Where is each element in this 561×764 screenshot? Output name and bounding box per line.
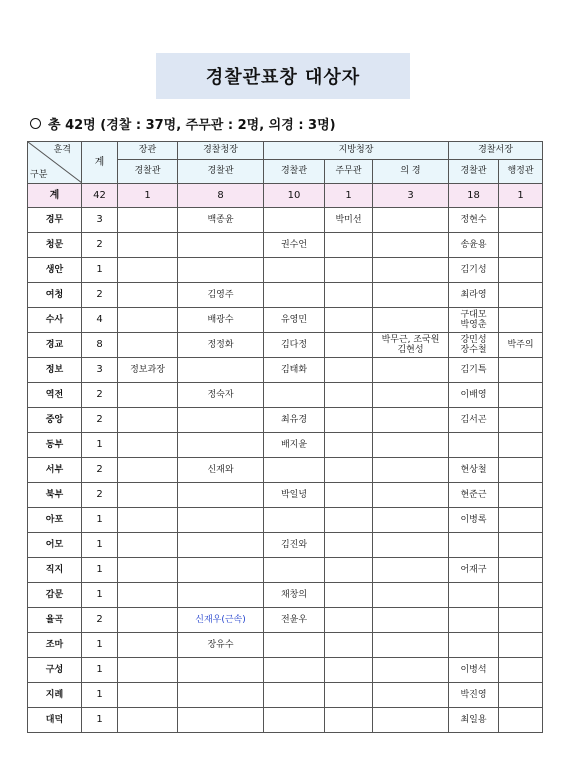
table-cell: 김서곤 <box>449 408 499 433</box>
total-value: 42 <box>82 184 118 208</box>
row-label: 감문 <box>28 583 82 608</box>
table-cell <box>178 708 264 733</box>
table-cell: 채창의 <box>264 583 325 608</box>
header-subcol: 경찰관 <box>118 160 178 184</box>
row-count: 1 <box>82 708 118 733</box>
row-label: 중앙 <box>28 408 82 433</box>
table-cell <box>499 608 543 633</box>
header-group-regional: 지방청장 <box>264 142 449 160</box>
table-cell <box>449 533 499 558</box>
table-cell <box>118 283 178 308</box>
title-box <box>156 53 410 99</box>
corner-label-award: 훈격 <box>53 145 71 155</box>
table-cell: 현상철 <box>449 458 499 483</box>
table-cell <box>118 258 178 283</box>
table-cell <box>118 633 178 658</box>
row-count: 1 <box>82 433 118 458</box>
table-cell <box>449 608 499 633</box>
table-cell <box>178 508 264 533</box>
row-label: 지례 <box>28 683 82 708</box>
table-cell <box>118 408 178 433</box>
table-cell <box>373 208 449 233</box>
row-count: 2 <box>82 608 118 633</box>
row-count: 1 <box>82 508 118 533</box>
table-cell: 배광수 <box>178 308 264 333</box>
table-cell <box>118 708 178 733</box>
table-cell: 정보과장 <box>118 358 178 383</box>
header-group-minister: 장관 <box>118 142 178 160</box>
table-cell <box>325 633 373 658</box>
table-row <box>28 283 543 308</box>
table-cell <box>264 508 325 533</box>
row-label: 어모 <box>28 533 82 558</box>
table-cell <box>178 408 264 433</box>
row-count: 2 <box>82 483 118 508</box>
table-cell <box>373 658 449 683</box>
header-total: 계 <box>82 142 118 184</box>
table-cell <box>118 558 178 583</box>
table-cell: 유영민 <box>264 308 325 333</box>
table-cell <box>499 533 543 558</box>
header-subcol: 경찰관 <box>178 160 264 184</box>
row-count: 1 <box>82 683 118 708</box>
table-cell <box>499 308 543 333</box>
row-count: 1 <box>82 258 118 283</box>
row-label: 경무 <box>28 208 82 233</box>
table-cell <box>264 208 325 233</box>
table-cell <box>373 408 449 433</box>
table-cell: 이배영 <box>449 383 499 408</box>
table-cell <box>449 433 499 458</box>
table-cell <box>373 458 449 483</box>
table-cell: 권수언 <box>264 233 325 258</box>
table-cell <box>118 233 178 258</box>
table-cell <box>325 533 373 558</box>
table-row <box>28 558 543 583</box>
table-cell: 김진와 <box>264 533 325 558</box>
row-label: 정보 <box>28 358 82 383</box>
table-cell <box>118 333 178 358</box>
table-cell: 강민성 장수철 <box>449 333 499 358</box>
table-cell <box>325 608 373 633</box>
table-cell <box>325 233 373 258</box>
row-label: 대덕 <box>28 708 82 733</box>
table-cell <box>499 283 543 308</box>
row-label: 조마 <box>28 633 82 658</box>
table-cell <box>118 683 178 708</box>
total-value: 3 <box>373 184 449 208</box>
table-cell <box>325 333 373 358</box>
row-count: 2 <box>82 383 118 408</box>
table-cell <box>325 458 373 483</box>
row-label: 생안 <box>28 258 82 283</box>
table-cell <box>178 583 264 608</box>
table-cell <box>325 708 373 733</box>
table-cell <box>499 358 543 383</box>
row-label: 수사 <box>28 308 82 333</box>
table-cell <box>325 683 373 708</box>
table-row <box>28 233 543 258</box>
table-cell: 장유수 <box>178 633 264 658</box>
total-value: 1 <box>118 184 178 208</box>
table-cell <box>118 608 178 633</box>
table-cell <box>499 208 543 233</box>
table-cell: 최라영 <box>449 283 499 308</box>
row-label: 직지 <box>28 558 82 583</box>
row-count: 3 <box>82 208 118 233</box>
table-row <box>28 533 543 558</box>
table-cell: 김태화 <box>264 358 325 383</box>
table-row <box>28 358 543 383</box>
table-cell <box>118 433 178 458</box>
table-cell: 신재와 <box>178 458 264 483</box>
row-label: 아포 <box>28 508 82 533</box>
table-cell <box>118 583 178 608</box>
row-count: 4 <box>82 308 118 333</box>
table-cell <box>499 658 543 683</box>
header-group-station: 경찰서장 <box>449 142 543 160</box>
table-cell <box>373 508 449 533</box>
total-value: 1 <box>325 184 373 208</box>
row-count: 1 <box>82 583 118 608</box>
table-row <box>28 258 543 283</box>
table-cell <box>325 308 373 333</box>
table-cell: 이병록 <box>449 508 499 533</box>
header-subcol: 의 경 <box>373 160 449 184</box>
table-cell <box>499 383 543 408</box>
header-subcol: 행정관 <box>499 160 543 184</box>
total-row <box>28 184 543 208</box>
table-cell <box>325 583 373 608</box>
table-cell <box>178 683 264 708</box>
table-cell: 김기특 <box>449 358 499 383</box>
table-cell <box>264 283 325 308</box>
table-cell: 구대모 박영춘 <box>449 308 499 333</box>
row-label: 동부 <box>28 433 82 458</box>
table-row <box>28 633 543 658</box>
table-cell <box>325 358 373 383</box>
table-cell <box>325 508 373 533</box>
row-label: 역전 <box>28 383 82 408</box>
total-label: 계 <box>28 184 82 208</box>
table-cell <box>178 658 264 683</box>
header-subcol: 주무관 <box>325 160 373 184</box>
table-row <box>28 483 543 508</box>
summary-line <box>30 114 336 133</box>
table-cell <box>178 483 264 508</box>
table-cell <box>499 683 543 708</box>
table-cell <box>118 533 178 558</box>
table-cell <box>178 433 264 458</box>
header-row-groups <box>28 142 543 160</box>
table-row <box>28 333 543 358</box>
table-cell: 박일녕 <box>264 483 325 508</box>
table-cell <box>373 258 449 283</box>
table-cell <box>373 383 449 408</box>
row-count: 2 <box>82 408 118 433</box>
table-cell <box>499 433 543 458</box>
table-cell: 박주의 <box>499 333 543 358</box>
table-row <box>28 208 543 233</box>
table-cell <box>118 658 178 683</box>
table-cell <box>499 258 543 283</box>
table-cell <box>325 658 373 683</box>
table-cell <box>449 583 499 608</box>
table-cell: 정현수 <box>449 208 499 233</box>
table-cell <box>499 458 543 483</box>
table-cell <box>325 258 373 283</box>
table-cell <box>325 558 373 583</box>
table-cell <box>499 233 543 258</box>
total-value: 8 <box>178 184 264 208</box>
table-cell <box>373 583 449 608</box>
table-cell <box>449 633 499 658</box>
table-cell <box>178 558 264 583</box>
table-cell: 현준근 <box>449 483 499 508</box>
table-cell <box>264 458 325 483</box>
table-cell <box>264 633 325 658</box>
row-label: 구성 <box>28 658 82 683</box>
table-cell: 김다정 <box>264 333 325 358</box>
table-cell <box>373 283 449 308</box>
table-cell: 정숙자 <box>178 383 264 408</box>
row-count: 2 <box>82 283 118 308</box>
table-cell <box>373 708 449 733</box>
table-cell <box>118 483 178 508</box>
row-label: 여청 <box>28 283 82 308</box>
row-count: 1 <box>82 633 118 658</box>
table-cell <box>499 408 543 433</box>
table-row <box>28 508 543 533</box>
table-cell: 배지윤 <box>264 433 325 458</box>
table-cell: 백종윤 <box>178 208 264 233</box>
table-cell: 송윤용 <box>449 233 499 258</box>
table-row <box>28 608 543 633</box>
total-value: 18 <box>449 184 499 208</box>
total-value: 1 <box>499 184 543 208</box>
table-cell: 최유경 <box>264 408 325 433</box>
table-cell: 어재구 <box>449 558 499 583</box>
table-cell <box>373 308 449 333</box>
summary-text: 총 42명 (경찰 : 37명, 주무관 : 2명, 의경 : 3명) <box>48 118 336 133</box>
table-cell <box>373 483 449 508</box>
table-row <box>28 408 543 433</box>
table-row <box>28 658 543 683</box>
table-cell: 최일용 <box>449 708 499 733</box>
table-cell <box>118 458 178 483</box>
table-cell <box>178 358 264 383</box>
page-title: 경찰관표창 대상자 <box>205 67 361 88</box>
row-label: 청문 <box>28 233 82 258</box>
row-count: 2 <box>82 233 118 258</box>
table-row <box>28 683 543 708</box>
table-cell: 박진영 <box>449 683 499 708</box>
corner-label-division: 구분 <box>30 169 48 180</box>
table-cell: 김영주 <box>178 283 264 308</box>
table-cell <box>264 383 325 408</box>
table-cell <box>325 483 373 508</box>
table-cell <box>373 233 449 258</box>
row-label: 서부 <box>28 458 82 483</box>
table-cell <box>118 308 178 333</box>
table-cell <box>373 558 449 583</box>
total-value: 10 <box>264 184 325 208</box>
header-subcol: 경찰관 <box>449 160 499 184</box>
table-cell <box>264 708 325 733</box>
table-row <box>28 708 543 733</box>
row-label: 율곡 <box>28 608 82 633</box>
header-group-commissioner: 경찰청장 <box>178 142 264 160</box>
table-cell <box>499 583 543 608</box>
row-label: 북부 <box>28 483 82 508</box>
row-label: 경교 <box>28 333 82 358</box>
table-cell <box>373 683 449 708</box>
table-cell: 신재우(근속) <box>178 608 264 633</box>
award-table <box>27 141 543 733</box>
table-cell <box>178 233 264 258</box>
table-cell <box>499 633 543 658</box>
table-cell <box>264 558 325 583</box>
table-cell <box>373 633 449 658</box>
table-cell <box>373 358 449 383</box>
row-count: 2 <box>82 458 118 483</box>
row-count: 1 <box>82 658 118 683</box>
table-cell <box>499 708 543 733</box>
table-cell <box>373 433 449 458</box>
circle-bullet-icon <box>30 118 41 129</box>
table-row <box>28 433 543 458</box>
table-cell <box>325 433 373 458</box>
table-row <box>28 458 543 483</box>
row-count: 3 <box>82 358 118 383</box>
table-cell <box>499 508 543 533</box>
table-cell <box>373 533 449 558</box>
table-cell: 박미선 <box>325 208 373 233</box>
table-cell <box>178 258 264 283</box>
table-row <box>28 308 543 333</box>
header-subcol: 경찰관 <box>264 160 325 184</box>
table-cell <box>264 683 325 708</box>
table-cell: 정정화 <box>178 333 264 358</box>
table-cell: 전윤우 <box>264 608 325 633</box>
table-cell <box>118 208 178 233</box>
table-cell <box>118 508 178 533</box>
table-cell <box>264 658 325 683</box>
row-count: 8 <box>82 333 118 358</box>
corner-header-cell <box>28 142 82 184</box>
table-cell: 김기성 <box>449 258 499 283</box>
table-cell: 박무근, 조국원 김현성 <box>373 333 449 358</box>
table-cell <box>325 383 373 408</box>
table-cell <box>325 408 373 433</box>
table-cell <box>178 533 264 558</box>
table-cell <box>325 283 373 308</box>
table-cell <box>499 483 543 508</box>
table-cell: 이병석 <box>449 658 499 683</box>
table-cell <box>373 608 449 633</box>
table-row <box>28 583 543 608</box>
table-row <box>28 383 543 408</box>
row-count: 1 <box>82 558 118 583</box>
row-count: 1 <box>82 533 118 558</box>
table-cell <box>118 383 178 408</box>
table-cell <box>264 258 325 283</box>
table-cell <box>499 558 543 583</box>
